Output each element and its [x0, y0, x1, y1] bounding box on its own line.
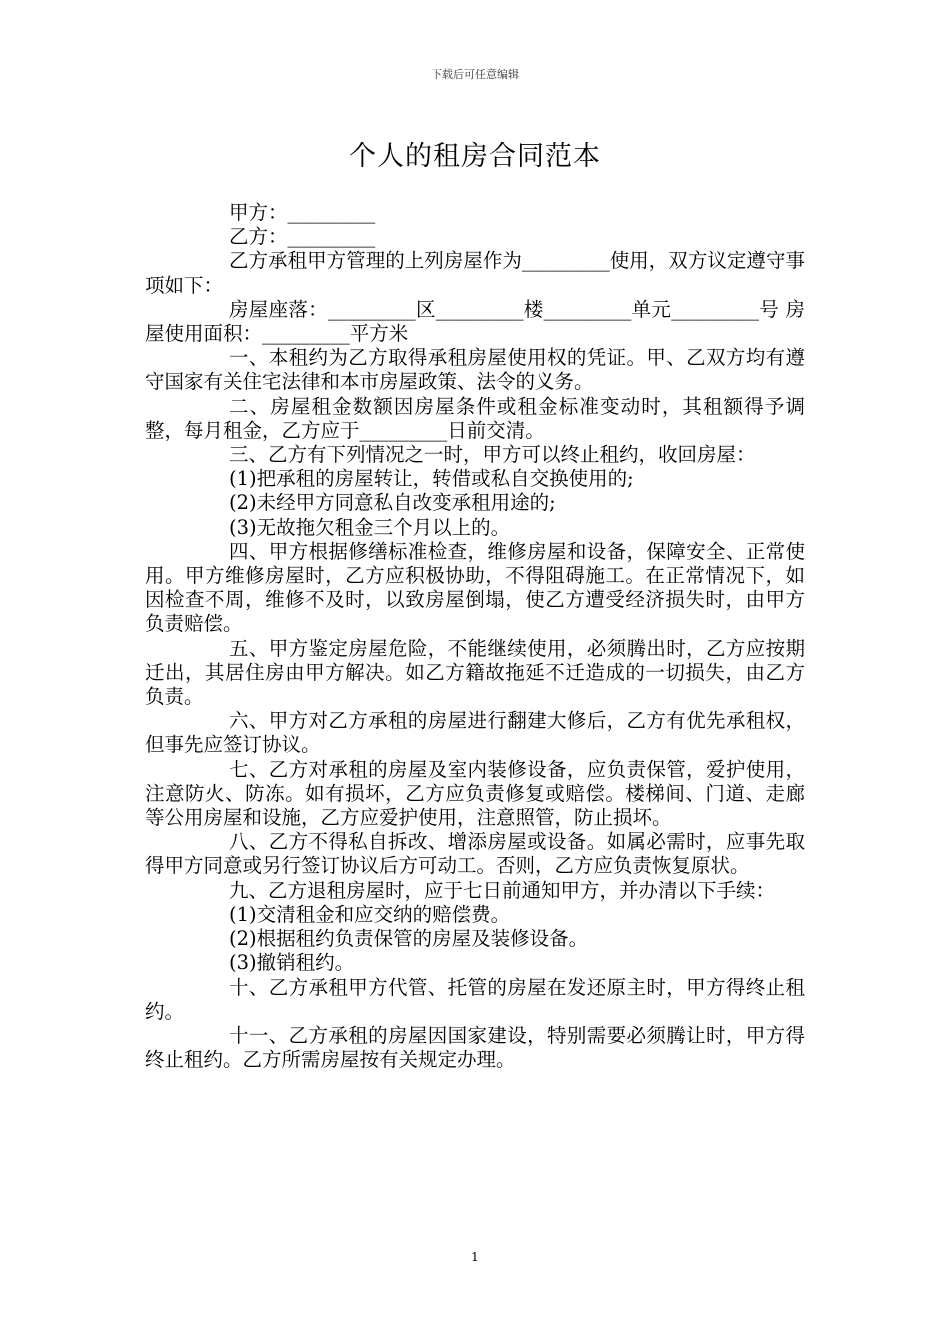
- clause-6: 六、甲方对乙方承租的房屋进行翻建大修后，乙方有优先承租权，但事先应签订协议。: [145, 709, 805, 757]
- clause-1: 一、本租约为乙方取得承租房屋使用权的凭证。甲、乙双方均有遵守国家有关住宅法律和本市房屋政策、法令的义务。: [145, 346, 805, 394]
- party-a-line: 甲方：_________: [229, 201, 376, 224]
- contract-body: [145, 201, 805, 1072]
- clause-3-item-3: (3)无故拖欠租金三个月以上的。: [229, 515, 511, 539]
- property-location-paragraph: 房屋座落：_________区_________楼_________单元_________号 房屋使用面积：_________平方米: [145, 297, 805, 346]
- clause-9-item-1: (1)交清租金和应交纳的赔偿费。: [229, 902, 511, 926]
- clause-3-item-2: (2)未经甲方同意私自改变承租用途的;: [229, 491, 556, 515]
- clause-5: 五、甲方鉴定房屋危险，不能继续使用，必须腾出时，乙方应按期迁出，其居住房由甲方解决。如乙方籍故拖延不迁造成的一切损失，由乙方负责。: [145, 636, 805, 709]
- party-b-line: 乙方：_________: [229, 225, 376, 249]
- page-header-note: 下载后可任意编辑: [431, 68, 519, 81]
- page-number: 1: [471, 1250, 479, 1264]
- clause-3-item-1: (1)把承租的房屋转让，转借或私自交换使用的;: [229, 467, 634, 491]
- clause-9-item-2: (2)根据租约负责保管的房屋及装修设备。: [229, 927, 589, 951]
- clause-4: 四、甲方根据修缮标准检查，维修房屋和设备，保障安全、正常使用。甲方维修房屋时，乙方应积极协助，不得阻碍施工。在正常情况下，如因检查不周，维修不及时，以致房屋倒塌，使乙方遭受经济损失时，由甲方负责赔偿。: [145, 539, 805, 636]
- clause-9-item-3: (3)撤销租约。: [229, 951, 355, 975]
- clause-11: 十一、乙方承租的房屋因国家建设，特别需要必须腾让时，甲方得终止租约。乙方所需房屋按有关规定办理。: [145, 1023, 805, 1072]
- clause-2: 二、房屋租金数额因房屋条件或租金标准变动时，其租额得予调整，每月租金，乙方应于_________日前交清。: [145, 394, 805, 442]
- document-title: 个人的租房合同范本: [349, 141, 601, 172]
- intro-paragraph: 乙方承租甲方管理的上列房屋作为_________使用，双方议定遵守事项如下：: [145, 249, 805, 297]
- clause-10: 十、乙方承租甲方代管、托管的房屋在发还原主时，甲方得终止租约。: [145, 975, 805, 1023]
- clause-7: 七、乙方对承租的房屋及室内装修设备，应负责保管，爱护使用，注意防火、防冻。如有损坏，乙方应负责修复或赔偿。楼梯间、门道、走廊等公用房屋和设施，乙方应爱护使用，注意照管，防止损坏。: [145, 757, 805, 830]
- clause-3: 三、乙方有下列情况之一时，甲方可以终止租约，收回房屋：: [229, 443, 756, 467]
- clause-9: 九、乙方退租房屋时，应于七日前通知甲方，并办清以下手续：: [229, 878, 776, 902]
- clause-8: 八、乙方不得私自拆改、增添房屋或设备。如属必需时，应事先取得甲方同意或另行签订协议后方可动工。否则，乙方应负责恢复原状。: [145, 830, 805, 878]
